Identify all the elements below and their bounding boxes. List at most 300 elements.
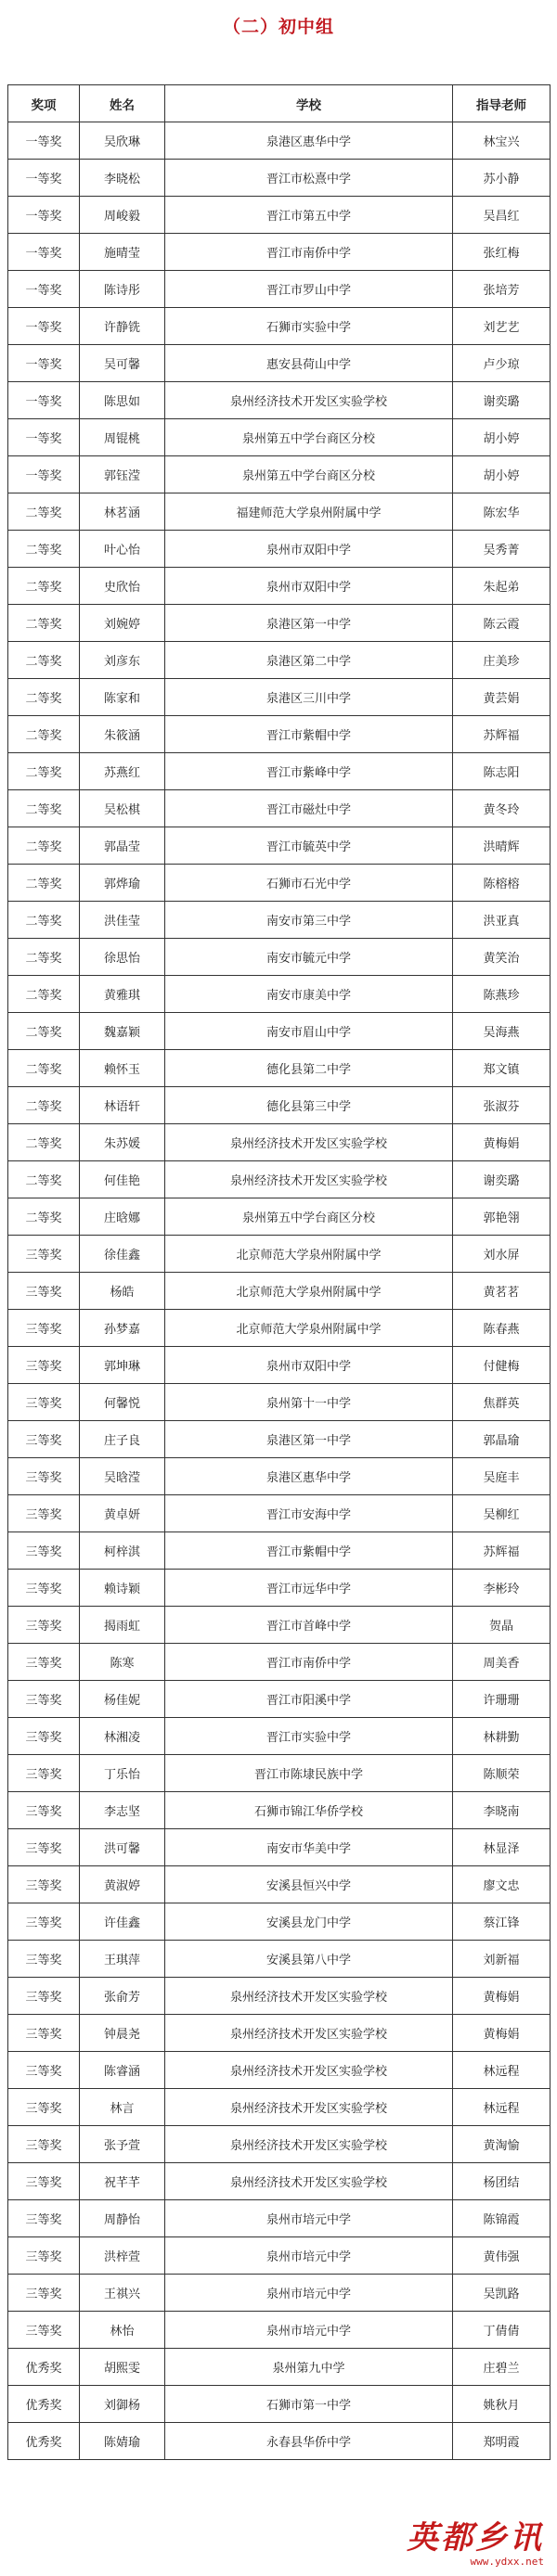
- cell-school: 晋江市陈埭民族中学: [165, 1755, 453, 1792]
- table-row: [8, 1050, 551, 1087]
- cell-teacher: 黄梅娟: [453, 1124, 551, 1161]
- cell-award: 三等奖: [8, 2163, 80, 2200]
- cell-school: 泉州经济技术开发区实验学校: [165, 2015, 453, 2052]
- cell-name: 周峻毅: [80, 197, 165, 234]
- cell-name: 施晴莹: [80, 234, 165, 271]
- cell-school: 晋江市南侨中学: [165, 234, 453, 271]
- watermark: [407, 2519, 544, 2568]
- cell-name: 庄晗娜: [80, 1198, 165, 1236]
- cell-award: 一等奖: [8, 382, 80, 419]
- cell-award: 二等奖: [8, 1013, 80, 1050]
- cell-name: 刘御杨: [80, 2386, 165, 2423]
- table-row: [8, 2015, 551, 2052]
- cell-award: 一等奖: [8, 160, 80, 197]
- cell-award: 二等奖: [8, 976, 80, 1013]
- watermark-url: www.ydxx.net: [470, 2556, 544, 2568]
- cell-name: 黄雅琪: [80, 976, 165, 1013]
- table-row: [8, 160, 551, 197]
- cell-award: 二等奖: [8, 865, 80, 902]
- cell-name: 孙梦嘉: [80, 1310, 165, 1347]
- header-award: 奖项: [8, 85, 80, 122]
- table-row: [8, 679, 551, 716]
- cell-school: 晋江市磁灶中学: [165, 790, 453, 827]
- table-row: [8, 1495, 551, 1532]
- cell-name: 朱苏媛: [80, 1124, 165, 1161]
- cell-name: 刘彦东: [80, 642, 165, 679]
- cell-name: 林语轩: [80, 1087, 165, 1124]
- table-row: [8, 1978, 551, 2015]
- table-row: [8, 1903, 551, 1941]
- cell-school: 南安市华美中学: [165, 1829, 453, 1866]
- cell-award: 二等奖: [8, 1124, 80, 1161]
- cell-teacher: 林宝兴: [453, 122, 551, 160]
- table-row: [8, 271, 551, 308]
- table-row: [8, 1718, 551, 1755]
- cell-teacher: 陈宏华: [453, 493, 551, 531]
- table-row: [8, 122, 551, 160]
- cell-award: 一等奖: [8, 271, 80, 308]
- cell-teacher: 庄碧兰: [453, 2349, 551, 2386]
- cell-school: 石狮市锦江华侨学校: [165, 1792, 453, 1829]
- table-row: [8, 493, 551, 531]
- table-row: [8, 1236, 551, 1273]
- table-row: [8, 902, 551, 939]
- cell-award: 一等奖: [8, 197, 80, 234]
- cell-name: 洪可馨: [80, 1829, 165, 1866]
- cell-name: 陈寒: [80, 1644, 165, 1681]
- cell-school: 泉港区第一中学: [165, 605, 453, 642]
- cell-award: 二等奖: [8, 642, 80, 679]
- cell-award: 二等奖: [8, 753, 80, 790]
- cell-school: 泉州市培元中学: [165, 2275, 453, 2312]
- cell-award: 三等奖: [8, 1792, 80, 1829]
- cell-name: 赖诗颖: [80, 1570, 165, 1607]
- cell-school: 泉港区惠华中学: [165, 1458, 453, 1495]
- cell-teacher: 姚秋月: [453, 2386, 551, 2423]
- cell-name: 杨皓: [80, 1273, 165, 1310]
- cell-teacher: 吴昌红: [453, 197, 551, 234]
- cell-award: 三等奖: [8, 1532, 80, 1570]
- table-row: [8, 753, 551, 790]
- table-row: [8, 1644, 551, 1681]
- cell-teacher: 陈志阳: [453, 753, 551, 790]
- cell-teacher: 陈春燕: [453, 1310, 551, 1347]
- cell-teacher: 吴庭丰: [453, 1458, 551, 1495]
- cell-name: 吴欣琳: [80, 122, 165, 160]
- table-row: [8, 976, 551, 1013]
- table-row: [8, 2052, 551, 2089]
- cell-award: 三等奖: [8, 2089, 80, 2126]
- table-row: [8, 1570, 551, 1607]
- cell-school: 泉州第五中学台商区分校: [165, 456, 453, 493]
- header-name: 姓名: [80, 85, 165, 122]
- cell-teacher: 郑文镇: [453, 1050, 551, 1087]
- cell-award: 二等奖: [8, 902, 80, 939]
- table-row: [8, 1198, 551, 1236]
- cell-teacher: 黄淘愉: [453, 2126, 551, 2163]
- table-row: [8, 234, 551, 271]
- cell-teacher: 林远程: [453, 2052, 551, 2089]
- cell-name: 林言: [80, 2089, 165, 2126]
- cell-name: 钟晨尧: [80, 2015, 165, 2052]
- cell-name: 许静铣: [80, 308, 165, 345]
- cell-school: 晋江市第五中学: [165, 197, 453, 234]
- cell-name: 杨佳妮: [80, 1681, 165, 1718]
- cell-teacher: 刘水屏: [453, 1236, 551, 1273]
- cell-school: 泉州市双阳中学: [165, 568, 453, 605]
- cell-award: 二等奖: [8, 1161, 80, 1198]
- cell-teacher: 胡小婷: [453, 456, 551, 493]
- cell-name: 何馨悦: [80, 1384, 165, 1421]
- cell-name: 祝芊芊: [80, 2163, 165, 2200]
- cell-school: 晋江市阳溪中学: [165, 1681, 453, 1718]
- table-row: [8, 2163, 551, 2200]
- cell-school: 石狮市第一中学: [165, 2386, 453, 2423]
- cell-school: 泉州经济技术开发区实验学校: [165, 2089, 453, 2126]
- table-row: [8, 939, 551, 976]
- cell-name: 洪佳莹: [80, 902, 165, 939]
- cell-name: 陈婧瑜: [80, 2423, 165, 2460]
- cell-school: 晋江市毓英中学: [165, 827, 453, 865]
- cell-name: 陈思如: [80, 382, 165, 419]
- cell-name: 王祺兴: [80, 2275, 165, 2312]
- table-row: [8, 2275, 551, 2312]
- cell-school: 德化县第二中学: [165, 1050, 453, 1087]
- cell-award: 三等奖: [8, 1236, 80, 1273]
- cell-school: 南安市康美中学: [165, 976, 453, 1013]
- cell-school: 泉州第五中学台商区分校: [165, 419, 453, 456]
- cell-name: 黄淑婷: [80, 1866, 165, 1903]
- cell-school: 泉州经济技术开发区实验学校: [165, 2163, 453, 2200]
- cell-award: 二等奖: [8, 790, 80, 827]
- cell-school: 惠安县荷山中学: [165, 345, 453, 382]
- cell-name: 周静怡: [80, 2200, 165, 2237]
- table-row: [8, 2386, 551, 2423]
- cell-teacher: 蔡江锋: [453, 1903, 551, 1941]
- cell-name: 林湘凌: [80, 1718, 165, 1755]
- cell-teacher: 吴秀菁: [453, 531, 551, 568]
- cell-award: 一等奖: [8, 456, 80, 493]
- cell-school: 南安市第三中学: [165, 902, 453, 939]
- cell-award: 三等奖: [8, 2275, 80, 2312]
- cell-award: 一等奖: [8, 234, 80, 271]
- cell-teacher: 郑明霞: [453, 2423, 551, 2460]
- cell-name: 朱筱涵: [80, 716, 165, 753]
- cell-name: 郭钰滢: [80, 456, 165, 493]
- cell-school: 北京师范大学泉州附属中学: [165, 1236, 453, 1273]
- cell-name: 周锟桃: [80, 419, 165, 456]
- cell-award: 三等奖: [8, 1978, 80, 2015]
- cell-school: 晋江市紫帽中学: [165, 1532, 453, 1570]
- cell-teacher: 吴海燕: [453, 1013, 551, 1050]
- cell-award: 三等奖: [8, 1644, 80, 1681]
- cell-teacher: 黄梅娟: [453, 1978, 551, 2015]
- cell-school: 北京师范大学泉州附属中学: [165, 1310, 453, 1347]
- cell-name: 陈诗彤: [80, 271, 165, 308]
- cell-teacher: 许珊珊: [453, 1681, 551, 1718]
- table-row: [8, 568, 551, 605]
- cell-name: 李晓松: [80, 160, 165, 197]
- table-row: [8, 197, 551, 234]
- cell-name: 陈睿涵: [80, 2052, 165, 2089]
- cell-name: 王琪萍: [80, 1941, 165, 1978]
- cell-teacher: 林远程: [453, 2089, 551, 2126]
- cell-school: 晋江市首峰中学: [165, 1607, 453, 1644]
- cell-award: 二等奖: [8, 939, 80, 976]
- cell-award: 一等奖: [8, 308, 80, 345]
- cell-teacher: 郭艳翎: [453, 1198, 551, 1236]
- table-row: [8, 531, 551, 568]
- cell-award: 二等奖: [8, 716, 80, 753]
- table-row: [8, 382, 551, 419]
- cell-teacher: 谢奕璐: [453, 382, 551, 419]
- cell-school: 晋江市松熹中学: [165, 160, 453, 197]
- table-row: [8, 1421, 551, 1458]
- cell-teacher: 陈锦霞: [453, 2200, 551, 2237]
- cell-school: 泉港区惠华中学: [165, 122, 453, 160]
- table-row: [8, 1013, 551, 1050]
- cell-award: 三等奖: [8, 1866, 80, 1903]
- cell-teacher: 郭晶瑜: [453, 1421, 551, 1458]
- cell-school: 泉港区第一中学: [165, 1421, 453, 1458]
- table-row: [8, 1458, 551, 1495]
- cell-teacher: 朱起弟: [453, 568, 551, 605]
- table-row: [8, 716, 551, 753]
- cell-award: 三等奖: [8, 1718, 80, 1755]
- cell-teacher: 黄笑治: [453, 939, 551, 976]
- cell-name: 徐思怡: [80, 939, 165, 976]
- cell-school: 南安市眉山中学: [165, 1013, 453, 1050]
- cell-award: 三等奖: [8, 1273, 80, 1310]
- cell-name: 柯梓淇: [80, 1532, 165, 1570]
- cell-name: 吴可馨: [80, 345, 165, 382]
- cell-name: 苏燕红: [80, 753, 165, 790]
- cell-name: 赖怀玉: [80, 1050, 165, 1087]
- cell-school: 泉州经济技术开发区实验学校: [165, 1124, 453, 1161]
- cell-name: 庄子良: [80, 1421, 165, 1458]
- cell-award: 三等奖: [8, 1681, 80, 1718]
- table-row: [8, 642, 551, 679]
- table-row: [8, 345, 551, 382]
- cell-award: 三等奖: [8, 2015, 80, 2052]
- cell-teacher: 张红梅: [453, 234, 551, 271]
- cell-award: 一等奖: [8, 419, 80, 456]
- table-row: [8, 1124, 551, 1161]
- cell-teacher: 黄茗茗: [453, 1273, 551, 1310]
- cell-school: 泉州市双阳中学: [165, 531, 453, 568]
- cell-name: 洪梓萱: [80, 2237, 165, 2275]
- cell-teacher: 杨团结: [453, 2163, 551, 2200]
- cell-school: 泉州经济技术开发区实验学校: [165, 382, 453, 419]
- cell-teacher: 周美香: [453, 1644, 551, 1681]
- cell-school: 安溪县恒兴中学: [165, 1866, 453, 1903]
- table-row: [8, 1347, 551, 1384]
- cell-award: 三等奖: [8, 1941, 80, 1978]
- table-body: [8, 122, 551, 2460]
- header-school: 学校: [165, 85, 453, 122]
- cell-school: 晋江市紫帽中学: [165, 716, 453, 753]
- cell-school: 泉州第五中学台商区分校: [165, 1198, 453, 1236]
- cell-school: 安溪县第八中学: [165, 1941, 453, 1978]
- cell-award: 一等奖: [8, 122, 80, 160]
- cell-award: 二等奖: [8, 1198, 80, 1236]
- cell-award: 三等奖: [8, 1607, 80, 1644]
- cell-name: 张予萱: [80, 2126, 165, 2163]
- cell-school: 石狮市实验中学: [165, 308, 453, 345]
- cell-school: 泉港区三川中学: [165, 679, 453, 716]
- cell-teacher: 黄冬玲: [453, 790, 551, 827]
- cell-name: 许佳鑫: [80, 1903, 165, 1941]
- cell-teacher: 贺晶: [453, 1607, 551, 1644]
- table-row: [8, 2237, 551, 2275]
- cell-school: 泉州经济技术开发区实验学校: [165, 1161, 453, 1198]
- cell-teacher: 吴凯路: [453, 2275, 551, 2312]
- cell-award: 三等奖: [8, 2312, 80, 2349]
- cell-name: 刘婉婷: [80, 605, 165, 642]
- header-teacher: 指导老师: [453, 85, 551, 122]
- table-row: [8, 1681, 551, 1718]
- cell-award: 三等奖: [8, 2052, 80, 2089]
- table-row: [8, 1866, 551, 1903]
- table-row: [8, 1755, 551, 1792]
- cell-award: 三等奖: [8, 2200, 80, 2237]
- cell-award: 三等奖: [8, 1421, 80, 1458]
- cell-school: 南安市毓元中学: [165, 939, 453, 976]
- table-row: [8, 1941, 551, 1978]
- cell-name: 徐佳鑫: [80, 1236, 165, 1273]
- cell-award: 优秀奖: [8, 2386, 80, 2423]
- cell-teacher: 陈榕榕: [453, 865, 551, 902]
- table-row: [8, 2089, 551, 2126]
- table-row: [8, 1829, 551, 1866]
- cell-name: 林茗涵: [80, 493, 165, 531]
- cell-teacher: 廖文忠: [453, 1866, 551, 1903]
- cell-award: 三等奖: [8, 1347, 80, 1384]
- cell-award: 二等奖: [8, 493, 80, 531]
- cell-teacher: 苏小静: [453, 160, 551, 197]
- cell-award: 三等奖: [8, 1755, 80, 1792]
- cell-award: 优秀奖: [8, 2423, 80, 2460]
- cell-teacher: 陈燕珍: [453, 976, 551, 1013]
- cell-name: 何佳艳: [80, 1161, 165, 1198]
- cell-award: 二等奖: [8, 1087, 80, 1124]
- cell-teacher: 洪晴辉: [453, 827, 551, 865]
- cell-teacher: 吴柳红: [453, 1495, 551, 1532]
- table-row: [8, 1532, 551, 1570]
- cell-name: 黄卓妍: [80, 1495, 165, 1532]
- cell-school: 德化县第三中学: [165, 1087, 453, 1124]
- cell-school: 福建师范大学泉州附属中学: [165, 493, 453, 531]
- cell-teacher: 苏辉福: [453, 1532, 551, 1570]
- cell-teacher: 苏辉福: [453, 716, 551, 753]
- table-row: [8, 308, 551, 345]
- cell-teacher: 刘新福: [453, 1941, 551, 1978]
- cell-award: 三等奖: [8, 1495, 80, 1532]
- page-title: （二）初中组: [222, 17, 334, 37]
- cell-school: 泉州市培元中学: [165, 2200, 453, 2237]
- table-row: [8, 827, 551, 865]
- table-row: [8, 865, 551, 902]
- cell-award: 三等奖: [8, 2126, 80, 2163]
- cell-award: 二等奖: [8, 679, 80, 716]
- cell-school: 石狮市石光中学: [165, 865, 453, 902]
- table-row: [8, 790, 551, 827]
- cell-award: 二等奖: [8, 568, 80, 605]
- table-header-row: [8, 85, 551, 122]
- cell-award: 三等奖: [8, 1570, 80, 1607]
- cell-school: 晋江市安海中学: [165, 1495, 453, 1532]
- cell-teacher: 丁倩倩: [453, 2312, 551, 2349]
- cell-teacher: 黄伟强: [453, 2237, 551, 2275]
- table-row: [8, 1161, 551, 1198]
- cell-school: 晋江市紫峰中学: [165, 753, 453, 790]
- cell-school: 泉州市培元中学: [165, 2237, 453, 2275]
- cell-name: 吴松棋: [80, 790, 165, 827]
- cell-award: 二等奖: [8, 827, 80, 865]
- cell-school: 永春县华侨中学: [165, 2423, 453, 2460]
- cell-teacher: 黄芸娟: [453, 679, 551, 716]
- table-row: [8, 1273, 551, 1310]
- cell-name: 李志坚: [80, 1792, 165, 1829]
- cell-school: 泉州市培元中学: [165, 2312, 453, 2349]
- cell-teacher: 陈顺荣: [453, 1755, 551, 1792]
- cell-teacher: 付健梅: [453, 1347, 551, 1384]
- cell-school: 泉州第九中学: [165, 2349, 453, 2386]
- table-row: [8, 1310, 551, 1347]
- table-row: [8, 1384, 551, 1421]
- table-row: [8, 2126, 551, 2163]
- cell-award: 一等奖: [8, 345, 80, 382]
- cell-name: 魏嘉颖: [80, 1013, 165, 1050]
- cell-school: 泉州经济技术开发区实验学校: [165, 1978, 453, 2015]
- cell-school: 北京师范大学泉州附属中学: [165, 1273, 453, 1310]
- cell-name: 林怡: [80, 2312, 165, 2349]
- table-row: [8, 2200, 551, 2237]
- cell-award: 三等奖: [8, 1903, 80, 1941]
- cell-school: 泉州市双阳中学: [165, 1347, 453, 1384]
- table-row: [8, 2423, 551, 2460]
- cell-name: 吴晗滢: [80, 1458, 165, 1495]
- cell-name: 丁乐怡: [80, 1755, 165, 1792]
- cell-school: 泉州经济技术开发区实验学校: [165, 2052, 453, 2089]
- cell-teacher: 李彬玲: [453, 1570, 551, 1607]
- cell-teacher: 刘艺艺: [453, 308, 551, 345]
- cell-school: 晋江市远华中学: [165, 1570, 453, 1607]
- cell-teacher: 黄梅娟: [453, 2015, 551, 2052]
- table-row: [8, 456, 551, 493]
- cell-teacher: 林显泽: [453, 1829, 551, 1866]
- cell-award: 三等奖: [8, 1310, 80, 1347]
- cell-name: 郭晶莹: [80, 827, 165, 865]
- cell-teacher: 李晓南: [453, 1792, 551, 1829]
- cell-award: 二等奖: [8, 1050, 80, 1087]
- table-row: [8, 605, 551, 642]
- cell-award: 三等奖: [8, 2237, 80, 2275]
- table-row: [8, 1607, 551, 1644]
- cell-school: 泉港区第二中学: [165, 642, 453, 679]
- table-row: [8, 419, 551, 456]
- cell-name: 郭坤琳: [80, 1347, 165, 1384]
- table-row: [8, 1087, 551, 1124]
- awards-table: [7, 84, 551, 2460]
- cell-teacher: 张淑芬: [453, 1087, 551, 1124]
- cell-award: 优秀奖: [8, 2349, 80, 2386]
- cell-teacher: 张培芳: [453, 271, 551, 308]
- cell-school: 泉州经济技术开发区实验学校: [165, 2126, 453, 2163]
- cell-teacher: 林耕勤: [453, 1718, 551, 1755]
- cell-name: 陈家和: [80, 679, 165, 716]
- cell-school: 晋江市实验中学: [165, 1718, 453, 1755]
